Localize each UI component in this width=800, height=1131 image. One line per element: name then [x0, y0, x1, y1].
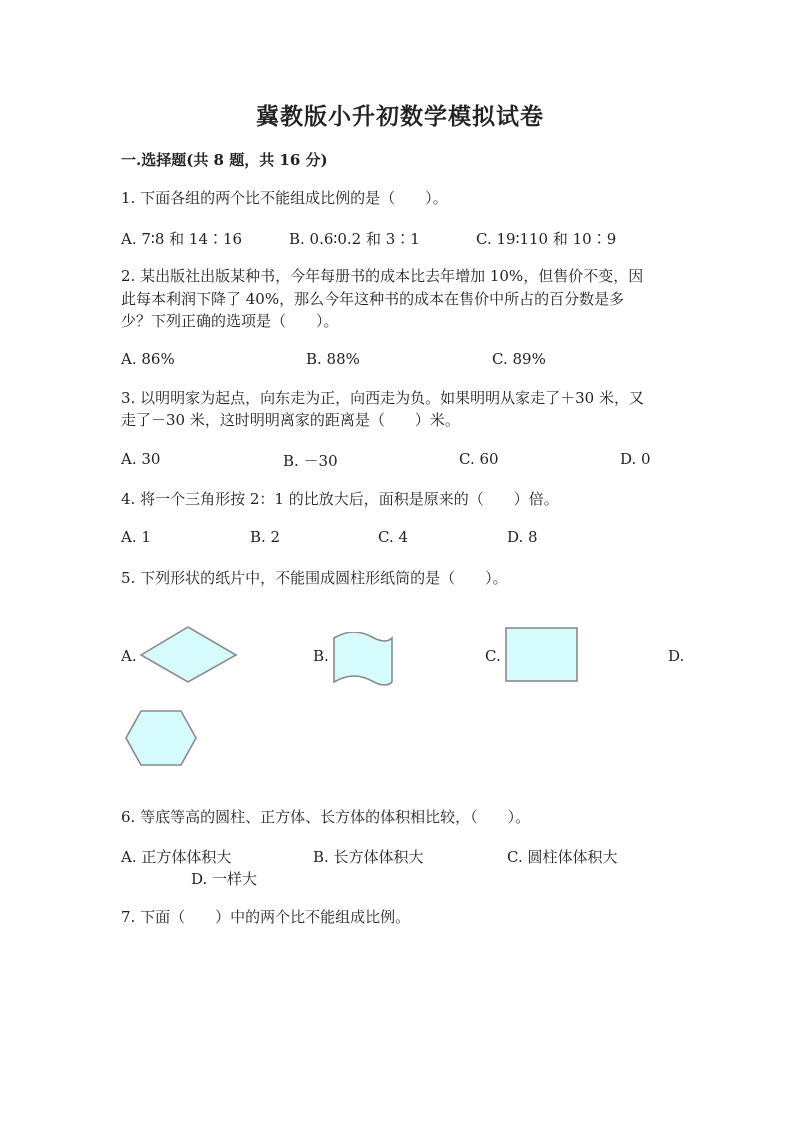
question-3-option-c[interactable]: C. 60 [459, 450, 499, 468]
question-4-text: 4. 将一个三角形按 2：1 的比放大后，面积是原来的（ ）倍。 [121, 490, 559, 508]
question-4-option-d[interactable]: D. 8 [507, 528, 538, 546]
question-2-option-b[interactable]: B. 88% [306, 350, 360, 368]
question-2-option-c[interactable]: C. 89% [492, 350, 546, 368]
question-3-option-b[interactable]: B. －30 [283, 452, 338, 470]
question-5-text: 5. 下列形状的纸片中，不能围成圆柱形纸筒的是（ ）。 [121, 569, 508, 587]
question-3-line-1: 3. 以明明家为起点，向东走为正，向西走为负。如果明明从家走了＋30 米，又 [121, 389, 644, 407]
wavy-sheet-shape[interactable] [330, 632, 396, 688]
question-5-option-d-label[interactable]: D. [668, 647, 685, 665]
question-5-option-b-label[interactable]: B. [313, 647, 329, 665]
question-4-option-a[interactable]: A. 1 [121, 528, 151, 546]
question-4-option-c[interactable]: C. 4 [378, 528, 409, 546]
page-title: 冀教版小升初数学模拟试卷 [256, 103, 544, 130]
question-6-option-d[interactable]: D. 一样大 [191, 870, 258, 888]
question-1-option-c[interactable]: C. 19∶110 和 10∶9 [476, 230, 617, 248]
question-3-line-2: 走了－30 米，这时明明离家的距离是（ ）米。 [121, 411, 460, 429]
question-1-option-a[interactable]: A. 7∶8 和 14∶16 [121, 230, 243, 248]
question-5-option-a-label[interactable]: A. [121, 647, 137, 665]
question-3-option-d[interactable]: D. 0 [620, 450, 651, 468]
rhombus-shape[interactable] [138, 625, 242, 685]
question-3-option-a[interactable]: A. 30 [121, 450, 161, 468]
section-heading: 一.选择题(共 8 题，共 16 分) [121, 151, 328, 169]
question-2-option-a[interactable]: A. 86% [121, 350, 175, 368]
question-6-option-c[interactable]: C. 圆柱体体积大 [507, 848, 618, 866]
hexagon-shape[interactable] [122, 708, 200, 768]
question-6-option-b[interactable]: B. 长方体体积大 [313, 848, 424, 866]
question-2-line-3: 少？下列正确的选项是（ ）。 [121, 312, 339, 330]
question-1-text: 1. 下面各组的两个比不能组成比例的是（ ）。 [121, 189, 448, 207]
question-2-line-1: 2. 某出版社出版某种书，今年每册书的成本比去年增加 10%，但售价不变，因 [121, 267, 644, 285]
question-6-option-a[interactable]: A. 正方体体积大 [121, 848, 232, 866]
question-5-option-c-label[interactable]: C. [485, 647, 501, 665]
question-7-text: 7. 下面（ ）中的两个比不能组成比例。 [121, 908, 411, 926]
question-2-line-2: 此每本利润下降了 40%，那么今年这种书的成本在售价中所占的百分数是多 [121, 290, 625, 308]
rectangle-shape[interactable] [504, 626, 580, 684]
question-6-text: 6. 等底等高的圆柱、正方体、长方体的体积相比较，（ ）。 [121, 808, 531, 826]
question-1-option-b[interactable]: B. 0.6∶0.2 和 3∶1 [289, 230, 420, 248]
question-4-option-b[interactable]: B. 2 [250, 528, 281, 546]
